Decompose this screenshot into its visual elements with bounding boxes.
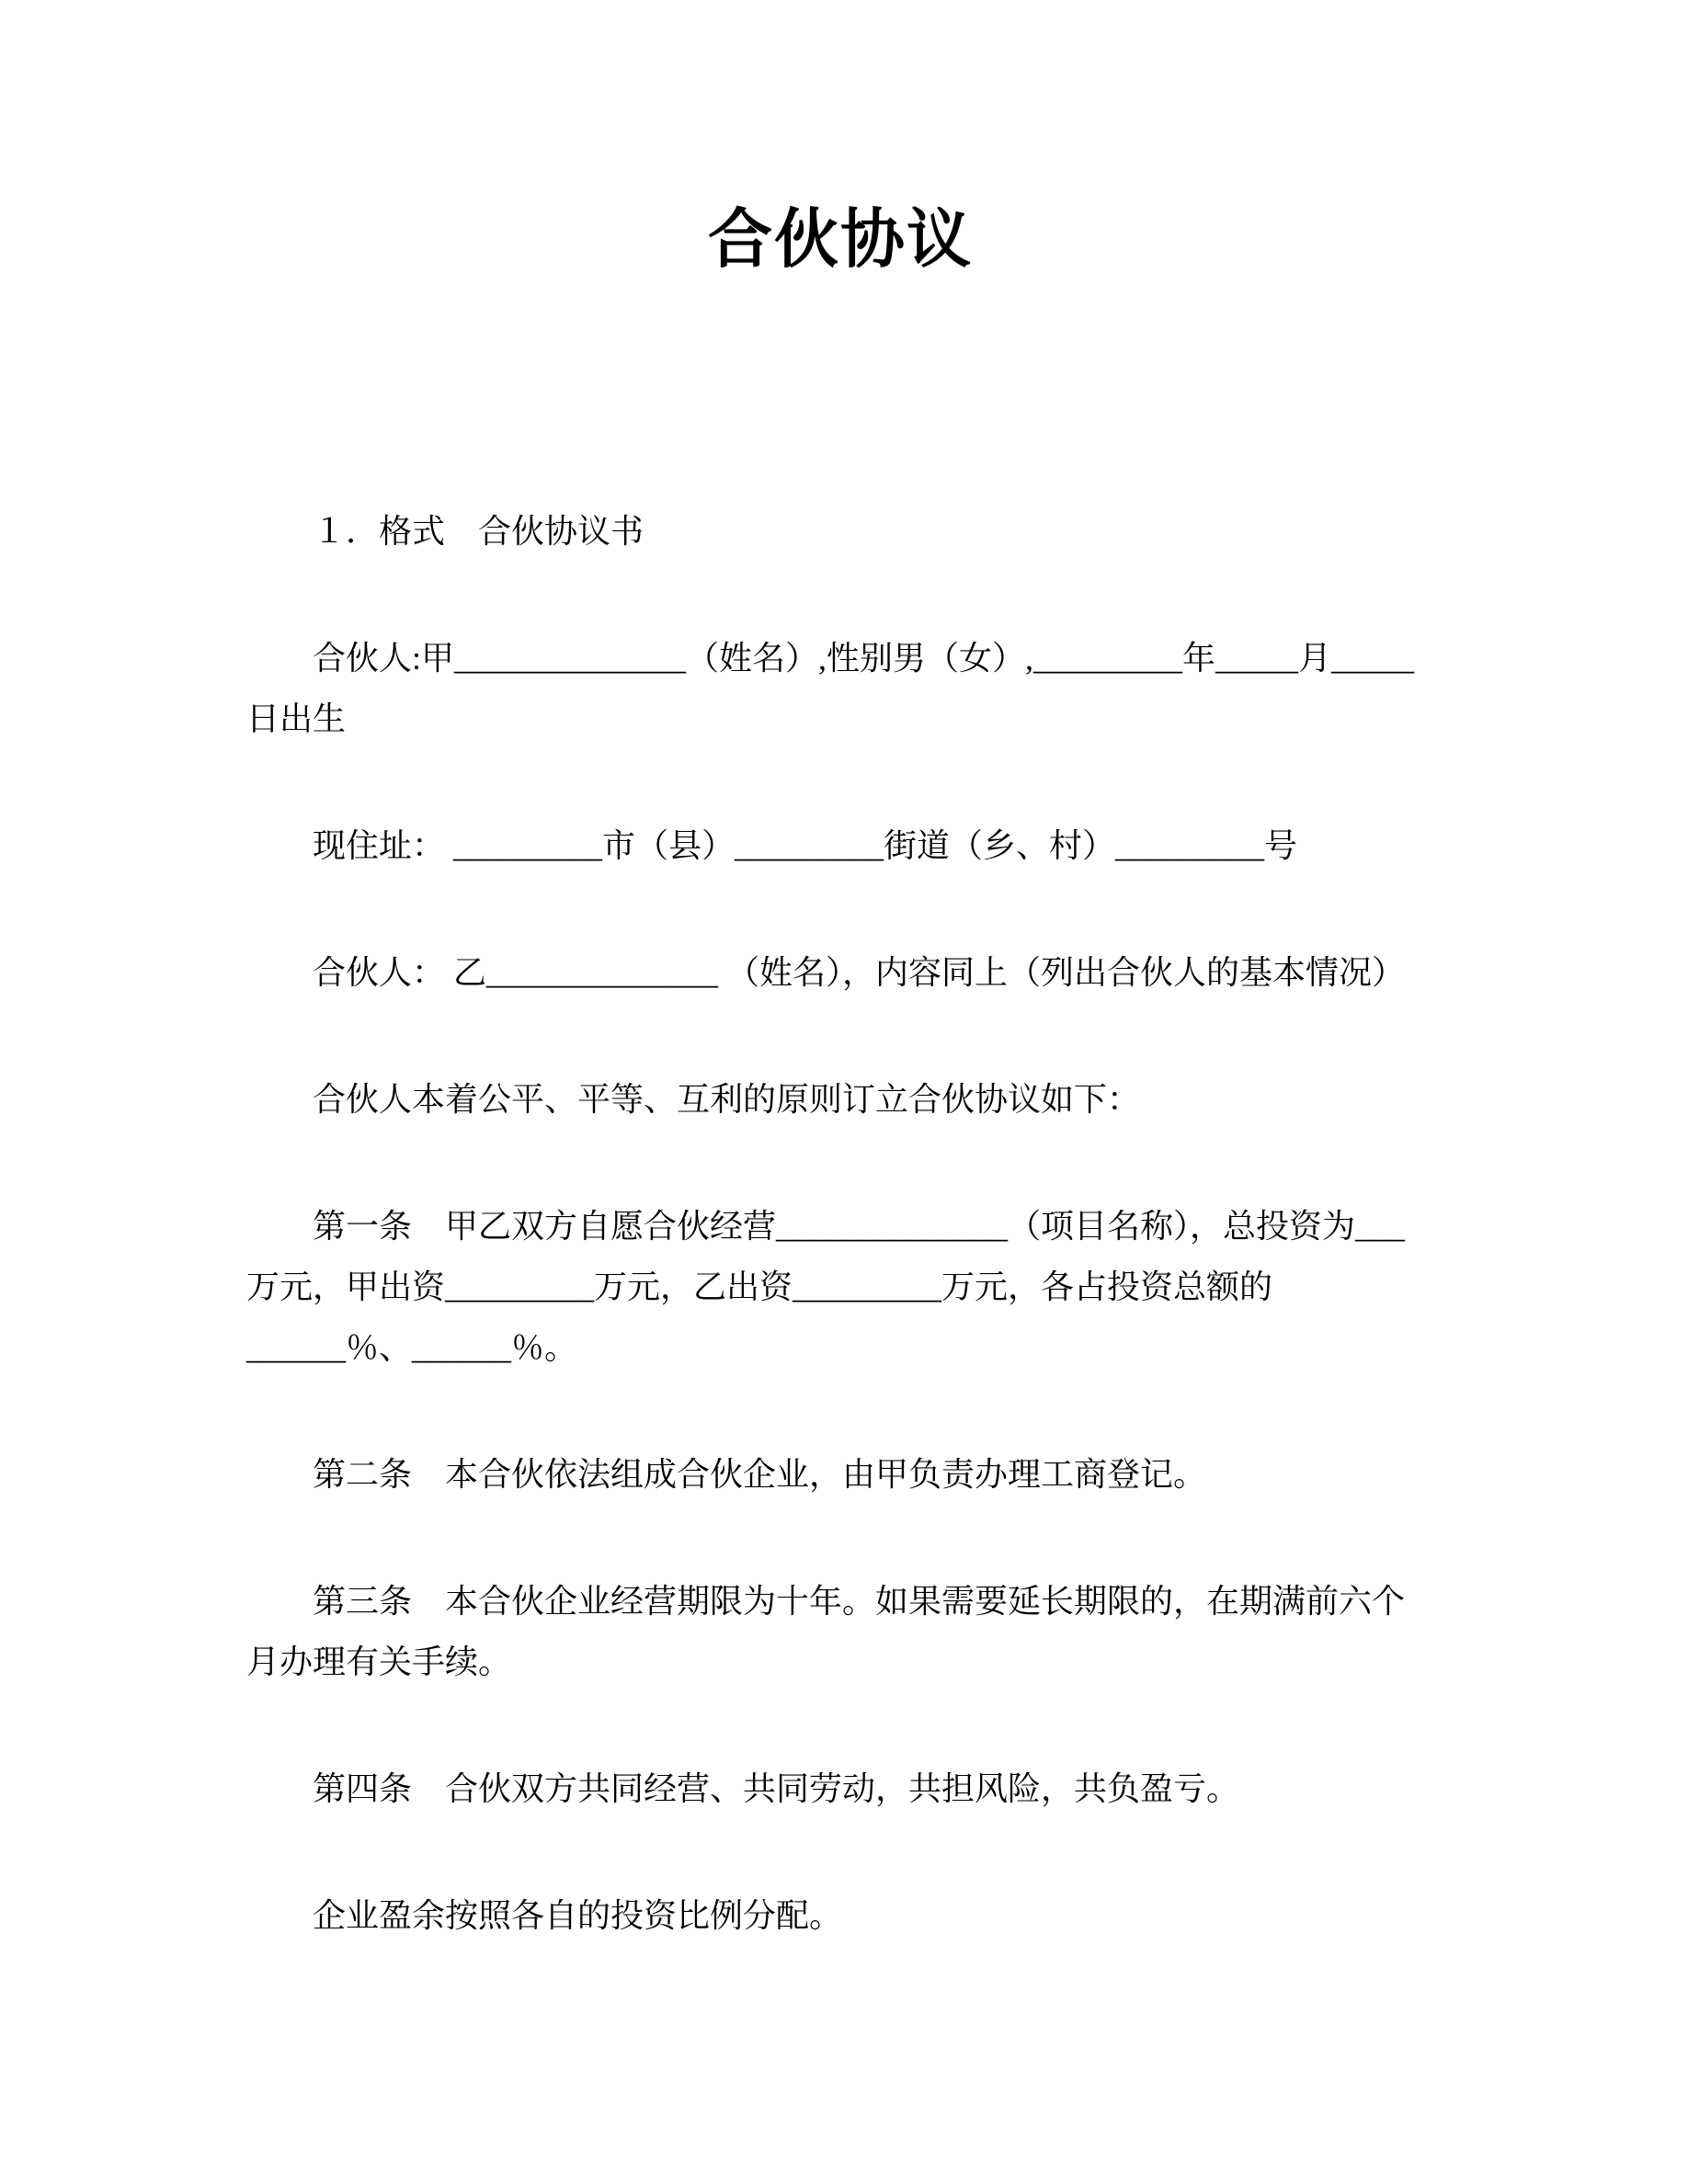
para-article-3: 第三条 本合伙企业经营期限为十年。如果需要延长期限的，在期满前六个月办理有关手续。 bbox=[246, 1583, 1406, 1680]
para-article-2: 第二条 本合伙依法组成合伙企业，由甲负责办理工商登记。 bbox=[313, 1456, 1207, 1493]
para-article-4: 第四条 合伙双方共同经营、共同劳动，共担风险，共负盈亏。 bbox=[313, 1770, 1240, 1807]
para-profit-distribution: 企业盈余按照各自的投资比例分配。 bbox=[313, 1897, 843, 1934]
para-format-heading: １．格式 合伙协议书 bbox=[313, 513, 644, 550]
para-partner-b: 合伙人： 乙______________ （姓名），内容同上（列出合伙人的基本情况） bbox=[313, 954, 1406, 991]
para-current-address: 现住址： _________市（县）_________街道（乡、村）_________号 bbox=[313, 827, 1298, 864]
para-article-1: 第一条 甲乙双方自愿合伙经营______________（项目名称），总投资为___万元，甲出资_________万元，乙出资_________万元，各占投资总额的______％、______％。 bbox=[246, 1208, 1406, 1366]
document-title: 合伙协议 bbox=[708, 201, 973, 277]
para-preamble: 合伙人本着公平、平等、互利的原则订立合伙协议如下： bbox=[313, 1081, 1141, 1118]
para-partner-a: 合伙人:甲______________（姓名）,性别男（女）,_________年_____月_____日出生 bbox=[246, 640, 1415, 737]
